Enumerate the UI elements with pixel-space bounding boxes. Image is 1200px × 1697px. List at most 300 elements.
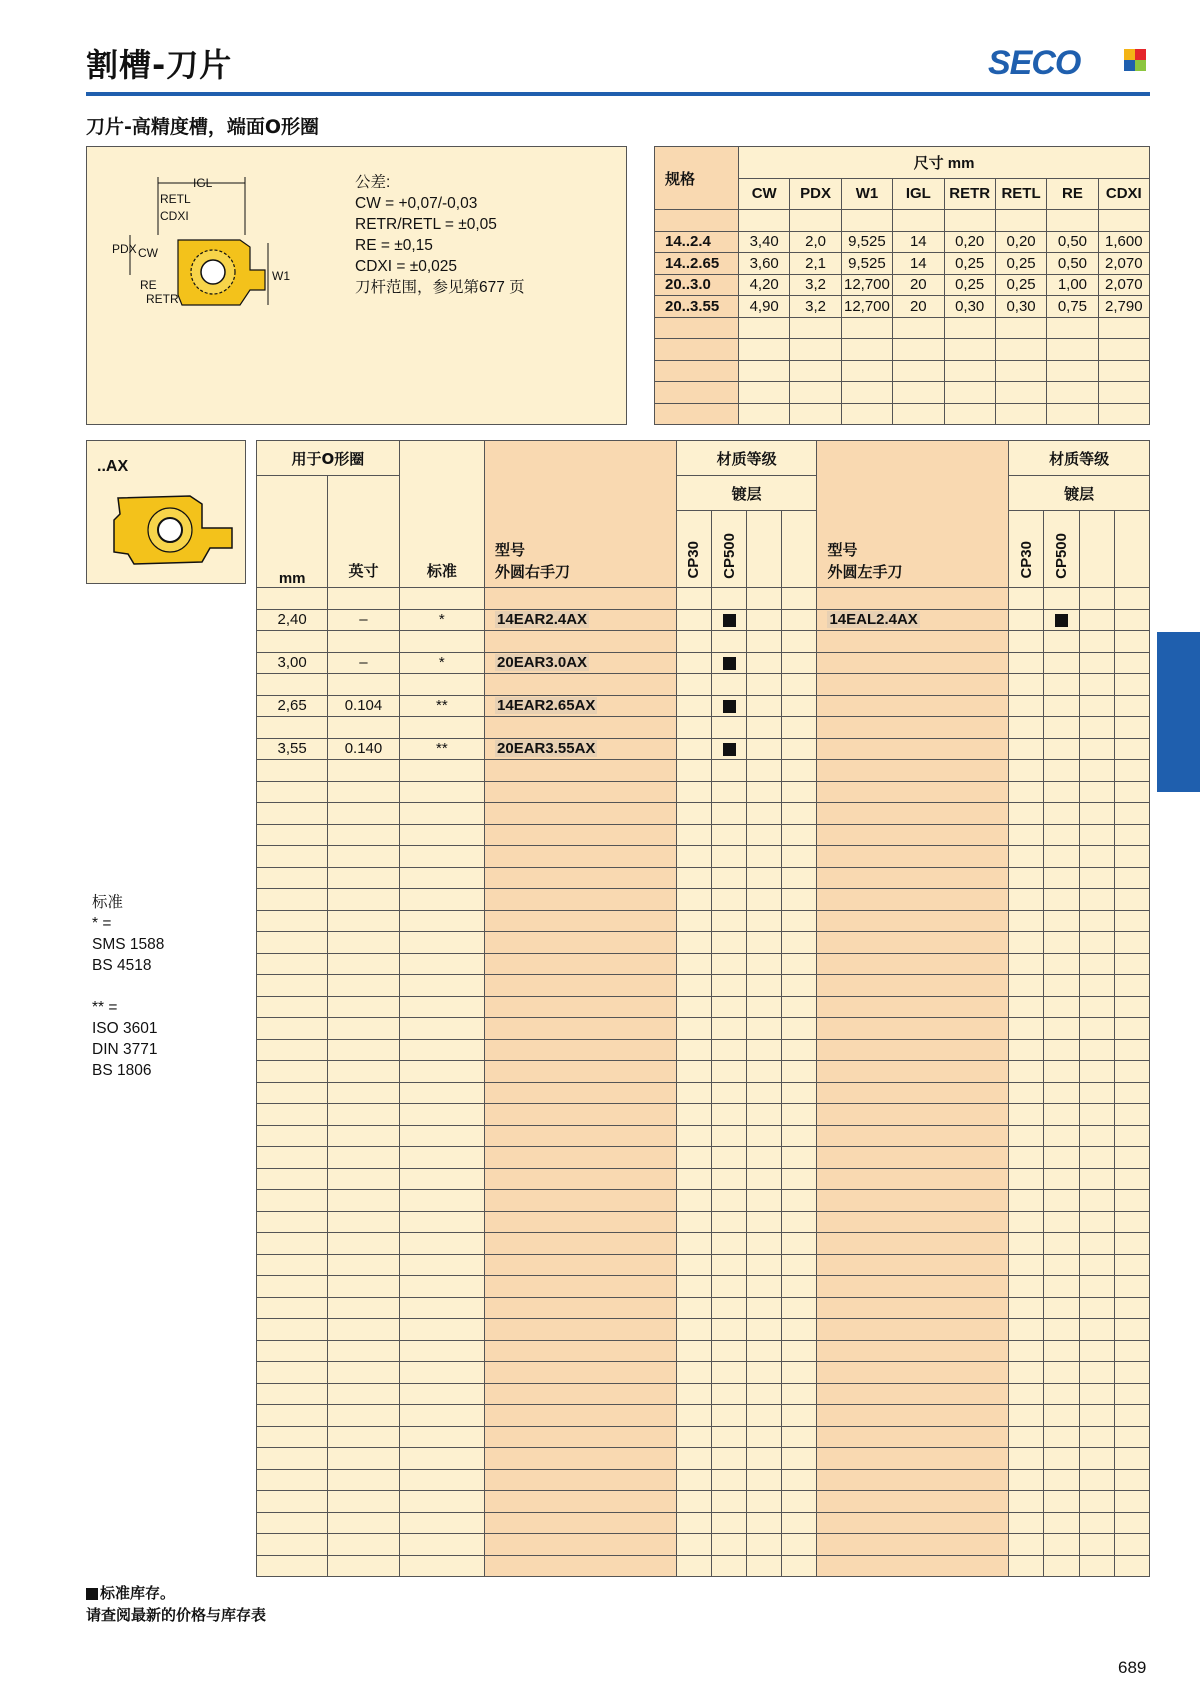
table-cell <box>1079 1448 1114 1470</box>
table-cell <box>257 1039 328 1061</box>
table-cell <box>1079 1319 1114 1341</box>
table-cell <box>1079 674 1114 696</box>
table-cell <box>399 932 484 954</box>
table-cell <box>1079 1233 1114 1255</box>
table-cell <box>1079 1555 1114 1577</box>
table-cell <box>1044 1190 1079 1212</box>
table-cell <box>1079 1383 1114 1405</box>
table-cell <box>399 631 484 653</box>
dims-cell: 0,20 <box>995 231 1046 253</box>
table-cell <box>399 889 484 911</box>
table-cell <box>747 781 782 803</box>
table-cell <box>712 975 747 997</box>
table-cell <box>328 588 399 610</box>
table-cell <box>328 1104 399 1126</box>
table-cell <box>1079 1297 1114 1319</box>
table-cell <box>1114 1276 1149 1298</box>
table-cell <box>1114 1018 1149 1040</box>
dims-cell: 3,40 <box>739 231 790 253</box>
table-cell <box>676 1018 711 1040</box>
table-cell <box>1009 1362 1044 1384</box>
table-cell <box>1009 717 1044 739</box>
table-cell <box>1009 1018 1044 1040</box>
table-cell <box>1114 975 1149 997</box>
section-tab[interactable] <box>1157 632 1200 792</box>
table-cell <box>399 1362 484 1384</box>
table-cell <box>1009 889 1044 911</box>
grade-cell <box>747 738 782 760</box>
table-cell <box>399 717 484 739</box>
table-row <box>257 1491 1150 1513</box>
table-cell <box>1044 1469 1079 1491</box>
table-cell <box>1044 1362 1079 1384</box>
table-cell <box>747 932 782 954</box>
table-cell <box>676 1233 711 1255</box>
table-cell <box>1009 1082 1044 1104</box>
table-cell <box>399 846 484 868</box>
table-cell <box>712 1125 747 1147</box>
left-hand-code <box>817 609 1009 631</box>
table-cell <box>817 1555 1009 1577</box>
table-cell <box>485 953 677 975</box>
grade-cell <box>782 609 817 631</box>
inch-header: 英寸 <box>328 476 399 588</box>
table-cell <box>1044 1448 1079 1470</box>
grade-cell <box>1079 738 1114 760</box>
table-cell <box>747 1297 782 1319</box>
table-cell <box>747 1254 782 1276</box>
product-table <box>256 440 1150 1577</box>
table-cell <box>1009 803 1044 825</box>
table-cell <box>485 588 677 610</box>
table-cell <box>782 1061 817 1083</box>
dimensions-table <box>654 146 1150 425</box>
table-cell <box>676 824 711 846</box>
table-cell <box>817 1448 1009 1470</box>
right-hand-code <box>485 652 677 674</box>
table-cell <box>1044 889 1079 911</box>
price-note: 请查阅最新的价格与库存表 <box>86 1606 267 1624</box>
table-cell <box>1114 846 1149 868</box>
table-cell <box>817 1254 1009 1276</box>
table-cell <box>817 824 1009 846</box>
table-cell <box>1044 1125 1079 1147</box>
table-cell <box>1009 1211 1044 1233</box>
table-cell <box>817 1211 1009 1233</box>
tolerance-line: RE = ±0,15 <box>355 237 433 254</box>
table-cell <box>1044 1211 1079 1233</box>
table-cell <box>1114 1383 1149 1405</box>
tolerance-line: CW = +0,07/-0,03 <box>355 195 478 212</box>
table-cell <box>676 1555 711 1577</box>
table-cell <box>1044 760 1079 782</box>
table-cell <box>817 1190 1009 1212</box>
table-cell <box>747 867 782 889</box>
table-cell <box>399 1125 484 1147</box>
standard-item: ISO 3601 <box>92 1020 158 1037</box>
table-cell <box>328 953 399 975</box>
stock-square-icon <box>1055 614 1068 627</box>
table-cell <box>257 674 328 696</box>
dims-cell: 0,75 <box>1047 296 1098 318</box>
table-cell <box>712 1190 747 1212</box>
grade-cp500: CP500 <box>720 533 738 579</box>
inch-cell: – <box>328 609 399 631</box>
table-cell <box>817 1104 1009 1126</box>
table-cell <box>712 717 747 739</box>
table-cell <box>676 996 711 1018</box>
table-row <box>257 1555 1150 1577</box>
table-cell <box>328 1340 399 1362</box>
grade-cell <box>1044 738 1079 760</box>
table-cell <box>712 996 747 1018</box>
table-cell <box>1079 953 1114 975</box>
left-hand-code <box>817 695 1009 717</box>
table-cell <box>712 1555 747 1577</box>
table-cell <box>782 1362 817 1384</box>
table-cell <box>257 1190 328 1212</box>
table-cell <box>676 889 711 911</box>
stock-square-icon <box>723 743 736 756</box>
table-cell <box>485 1383 677 1405</box>
table-cell <box>257 975 328 997</box>
dims-cell: 0,20 <box>944 231 995 253</box>
table-cell <box>1079 1491 1114 1513</box>
table-cell <box>328 996 399 1018</box>
table-cell <box>817 1168 1009 1190</box>
table-cell <box>782 674 817 696</box>
dims-spec: 20..3.55 <box>655 296 739 318</box>
table-row <box>257 1276 1150 1298</box>
table-cell <box>1009 846 1044 868</box>
table-cell <box>485 631 677 653</box>
table-cell <box>817 1039 1009 1061</box>
table-cell <box>817 1491 1009 1513</box>
table-cell <box>1079 631 1114 653</box>
table-cell <box>817 996 1009 1018</box>
table-cell <box>328 846 399 868</box>
grade-header-left: 材质等级 <box>1009 441 1150 476</box>
dims-cell: 20 <box>893 274 944 296</box>
right-hand-label: 外圆右手刀 <box>495 563 571 581</box>
table-cell <box>676 1469 711 1491</box>
table-cell <box>328 867 399 889</box>
table-cell <box>399 1082 484 1104</box>
table-cell <box>747 1233 782 1255</box>
table-cell <box>817 631 1009 653</box>
table-cell <box>328 1297 399 1319</box>
table-row <box>257 1254 1150 1276</box>
table-row <box>257 953 1150 975</box>
table-cell <box>328 717 399 739</box>
table-cell <box>1114 1469 1149 1491</box>
table-cell <box>1044 996 1079 1018</box>
table-cell <box>782 1448 817 1470</box>
table-cell <box>399 1190 484 1212</box>
table-cell <box>399 1512 484 1534</box>
table-cell <box>782 824 817 846</box>
table-cell <box>328 1147 399 1169</box>
table-cell <box>399 1018 484 1040</box>
grade-cell <box>1079 609 1114 631</box>
table-cell <box>782 1039 817 1061</box>
table-cell <box>485 1233 677 1255</box>
table-cell <box>712 1254 747 1276</box>
table-cell <box>257 846 328 868</box>
table-cell <box>1009 1297 1044 1319</box>
table-cell <box>1009 1104 1044 1126</box>
dim-col-header: CDXI <box>1098 178 1149 210</box>
table-cell <box>676 1340 711 1362</box>
right-hand-code-text: 20EAR3.55AX <box>497 740 596 758</box>
table-cell <box>399 1534 484 1556</box>
table-cell <box>747 1319 782 1341</box>
table-cell <box>257 781 328 803</box>
dim-col-header: IGL <box>893 178 944 210</box>
table-cell <box>1114 1039 1149 1061</box>
table-cell <box>1009 1039 1044 1061</box>
table-cell <box>1079 1104 1114 1126</box>
table-cell <box>676 1039 711 1061</box>
table-cell <box>747 1340 782 1362</box>
table-cell <box>1044 953 1079 975</box>
dims-cell: 3,2 <box>790 296 841 318</box>
table-row <box>257 975 1150 997</box>
table-cell <box>1079 1018 1114 1040</box>
table-cell <box>257 867 328 889</box>
grade-header-right: 材质等级 <box>676 441 817 476</box>
table-cell <box>817 588 1009 610</box>
table-cell <box>257 760 328 782</box>
table-cell <box>817 1018 1009 1040</box>
page-subtitle: 刀片-高精度槽，端面O形圈 <box>86 116 320 138</box>
table-cell <box>399 674 484 696</box>
table-cell <box>328 760 399 782</box>
std-header: 标准 <box>399 441 484 588</box>
left-hand-code <box>817 652 1009 674</box>
tolerance-block <box>355 172 525 298</box>
table-cell <box>747 1125 782 1147</box>
dims-row <box>655 274 1150 296</box>
grade-cell <box>1114 738 1149 760</box>
standards-note <box>92 892 164 1081</box>
right-hand-code-text: 20EAR3.0AX <box>497 654 588 672</box>
table-cell <box>712 803 747 825</box>
table-cell <box>328 1125 399 1147</box>
table-row <box>257 1340 1150 1362</box>
table-cell <box>1114 1426 1149 1448</box>
table-cell <box>399 760 484 782</box>
table-cell <box>782 717 817 739</box>
table-cell <box>1114 803 1149 825</box>
table-cell <box>485 1254 677 1276</box>
table-row <box>257 717 1150 739</box>
table-cell <box>1009 1555 1044 1577</box>
table-cell <box>257 1104 328 1126</box>
footer-note <box>86 1582 266 1626</box>
table-cell <box>1114 1340 1149 1362</box>
table-cell <box>485 760 677 782</box>
table-cell <box>817 846 1009 868</box>
table-cell <box>747 889 782 911</box>
table-cell <box>782 1190 817 1212</box>
table-cell <box>399 1426 484 1448</box>
table-cell <box>712 1426 747 1448</box>
table-cell <box>817 1233 1009 1255</box>
dim-col-header: PDX <box>790 178 841 210</box>
table-row <box>257 1362 1150 1384</box>
table-row <box>257 781 1150 803</box>
table-cell <box>399 1405 484 1427</box>
table-cell <box>1009 996 1044 1018</box>
grade-cell <box>782 738 817 760</box>
table-cell <box>328 1190 399 1212</box>
right-hand-code <box>485 609 677 631</box>
dims-cell: 20 <box>893 296 944 318</box>
table-cell <box>257 1061 328 1083</box>
table-cell <box>485 932 677 954</box>
table-cell <box>712 867 747 889</box>
table-cell <box>817 1426 1009 1448</box>
dims-row <box>655 253 1150 275</box>
table-cell <box>747 1276 782 1298</box>
table-cell <box>328 1254 399 1276</box>
table-cell <box>747 1534 782 1556</box>
table-cell <box>485 996 677 1018</box>
table-cell <box>328 889 399 911</box>
table-cell <box>712 1018 747 1040</box>
dims-cell: 9,525 <box>841 253 892 275</box>
table-cell <box>676 803 711 825</box>
grade-cp30: CP30 <box>685 541 703 579</box>
dims-cell: 0,50 <box>1047 253 1098 275</box>
table-cell <box>257 824 328 846</box>
table-cell <box>712 1104 747 1126</box>
table-cell <box>257 1362 328 1384</box>
table-cell <box>1009 674 1044 696</box>
table-cell <box>782 867 817 889</box>
table-cell <box>1044 1534 1079 1556</box>
table-cell <box>676 1211 711 1233</box>
table-cell <box>1114 1233 1149 1255</box>
table-cell <box>1044 846 1079 868</box>
table-cell <box>257 1512 328 1534</box>
table-cell <box>1114 1405 1149 1427</box>
table-cell <box>676 1276 711 1298</box>
stock-note: 标准库存。 <box>100 1584 176 1602</box>
table-cell <box>1044 588 1079 610</box>
dims-cell: 2,790 <box>1098 296 1149 318</box>
table-cell <box>1079 1276 1114 1298</box>
table-cell <box>747 1448 782 1470</box>
standards-mark: ** = <box>92 999 118 1016</box>
table-cell <box>485 1405 677 1427</box>
table-row <box>257 1211 1150 1233</box>
dims-cell: 0,25 <box>995 253 1046 275</box>
table-cell <box>782 1512 817 1534</box>
table-cell <box>328 910 399 932</box>
table-row <box>257 1512 1150 1534</box>
table-cell <box>676 953 711 975</box>
grade-cell <box>747 609 782 631</box>
table-cell <box>1079 867 1114 889</box>
inch-cell: 0.140 <box>328 738 399 760</box>
table-cell <box>257 932 328 954</box>
table-cell <box>1009 1276 1044 1298</box>
table-cell <box>747 631 782 653</box>
table-cell <box>485 1147 677 1169</box>
table-cell <box>257 889 328 911</box>
table-cell <box>817 1512 1009 1534</box>
table-cell <box>1009 1512 1044 1534</box>
right-hand-code-text: 14EAR2.65AX <box>497 697 596 715</box>
table-cell <box>1079 1340 1114 1362</box>
std-cell: * <box>399 652 484 674</box>
inch-cell: – <box>328 652 399 674</box>
table-cell <box>782 1491 817 1513</box>
table-cell <box>782 1254 817 1276</box>
table-cell <box>257 1319 328 1341</box>
table-cell <box>1114 824 1149 846</box>
std-cell: ** <box>399 695 484 717</box>
dims-spec: 20..3.0 <box>655 274 739 296</box>
table-cell <box>782 996 817 1018</box>
table-cell <box>328 1555 399 1577</box>
table-cell <box>485 824 677 846</box>
table-cell <box>328 781 399 803</box>
oring-header: 用于O形圈 <box>257 441 400 476</box>
table-cell <box>712 1211 747 1233</box>
table-cell <box>328 1491 399 1513</box>
table-cell <box>485 1276 677 1298</box>
standards-heading: 标准 <box>92 893 124 911</box>
table-cell <box>712 588 747 610</box>
std-cell: * <box>399 609 484 631</box>
table-cell <box>399 824 484 846</box>
table-cell <box>1079 1211 1114 1233</box>
table-cell <box>712 1512 747 1534</box>
table-cell <box>1044 1254 1079 1276</box>
table-cell <box>1079 588 1114 610</box>
table-row <box>257 1168 1150 1190</box>
table-cell <box>1044 1039 1079 1061</box>
dim-col-header: W1 <box>841 178 892 210</box>
insert-dimension-diagram <box>100 165 300 315</box>
table-cell <box>1079 1190 1114 1212</box>
table-cell <box>328 1233 399 1255</box>
table-cell <box>1044 1405 1079 1427</box>
brand-logo: SECO <box>988 44 1081 82</box>
table-cell <box>676 975 711 997</box>
table-cell <box>1114 1168 1149 1190</box>
right-hand-code-text: 14EAR2.4AX <box>497 611 588 629</box>
table-cell <box>747 1190 782 1212</box>
table-cell <box>782 1469 817 1491</box>
table-cell <box>257 1534 328 1556</box>
table-cell <box>1044 1233 1079 1255</box>
table-cell <box>712 953 747 975</box>
table-cell <box>747 1491 782 1513</box>
table-cell <box>1044 1168 1079 1190</box>
dims-cell: 1,00 <box>1047 274 1098 296</box>
grade-cell <box>782 695 817 717</box>
table-cell <box>1114 1297 1149 1319</box>
table-cell <box>782 1211 817 1233</box>
table-cell <box>257 803 328 825</box>
table-cell <box>1009 1448 1044 1470</box>
table-cell <box>1079 1405 1114 1427</box>
table-cell <box>399 867 484 889</box>
